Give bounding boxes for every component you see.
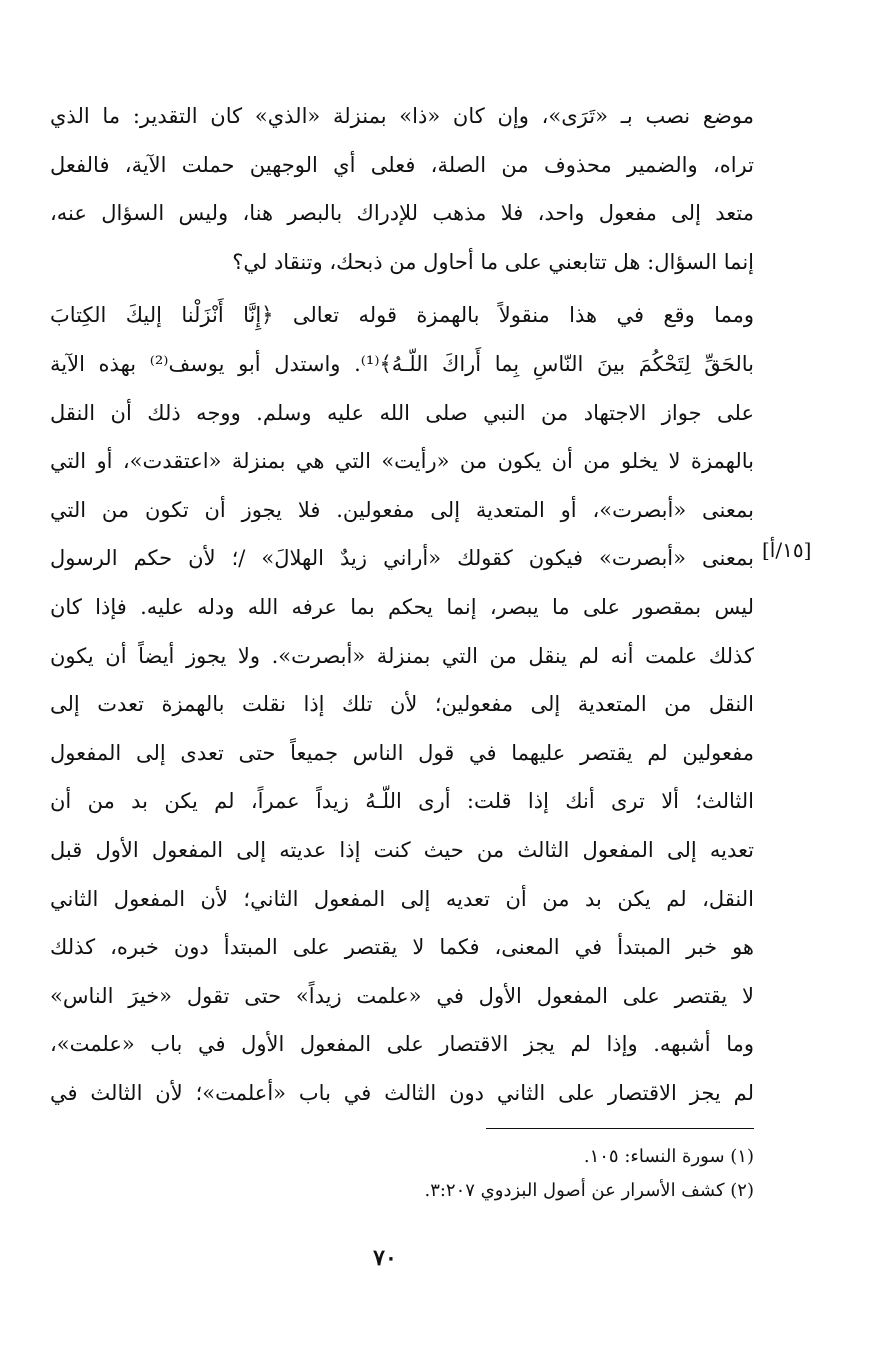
page-number: ٧٠	[373, 1245, 397, 1271]
text-line: بمعنى «أبصرت» فيكون كقولك «أراني زيدٌ الهلالَ» /؛ لأن حكم الرسول	[50, 546, 754, 571]
footnote: (١) سورة النساء: ١٠٥.	[583, 1146, 754, 1167]
text-line: بالحَقِّ لِتَحْكُمَ بينَ النّاسِ بِما أَراكَ اللّـهُ﴾⁽¹⁾. واستدل أبو يوسف⁽²⁾ بهذه الآية	[50, 351, 754, 376]
text-line: تعديه إلى المفعول الثالث من حيث كنت إذا عديته إلى المفعول الأول قبل	[50, 837, 754, 862]
text-line: ومما وقع في هذا منقولاً بالهمزة قوله تعالى ﴿إِنَّا أَنْزَلْنا إليكَ الكِتابَ	[50, 303, 754, 328]
text-line: هو خبر المبتدأ في المعنى، فكما لا يقتصر على المبتدأ دون خبره، كذلك	[50, 935, 754, 960]
main-text	[50, 92, 754, 1117]
text-line: مفعولين لم يقتصر عليهما في قول الناس جميعاً حتى تعدى إلى المفعول	[50, 740, 754, 765]
text-line: بمعنى «أبصرت»، أو المتعدية إلى مفعولين. فلا يجوز أن تكون من التي	[50, 497, 754, 522]
footnote-separator	[486, 1128, 754, 1129]
text-line: على جواز الاجتهاد من النبي صلى الله عليه وسلم. ووجه ذلك أن النقل	[50, 400, 754, 425]
text-line: بالهمزة لا يخلو من أن يكون من «رأيت» التي هي بمنزلة «اعتقدت»، أو التي	[50, 449, 754, 474]
text-line: موضع نصب بـ «تَرَى»، وإن كان «ذا» بمنزلة «الذي» كان التقدير: ما الذي	[50, 104, 754, 128]
text-line: ليس بمقصور على ما يبصر، إنما يحكم بما عرفه الله ودله عليه. فإذا كان	[50, 594, 754, 619]
text-line: النقل، لم يكن بد من أن تعديه إلى المفعول الثاني؛ لأن المفعول الثاني	[50, 886, 754, 911]
text-line: لا يقتصر على المفعول الأول في «علمت زيداً» حتى تقول «خيرَ الناس»	[50, 983, 754, 1008]
text-line: كذلك علمت أنه لم ينقل من التي بمنزلة «أبصرت». ولا يجوز أيضاً أن يكون	[50, 643, 754, 668]
footnote: (٢) كشف الأسرار عن أصول البزدوي ٣:٢٠٧.	[424, 1180, 754, 1201]
manuscript-folio-marker: [١٥/أ]	[762, 538, 812, 562]
text-line: وما أشبهه. وإذا لم يجز الاقتصار على المفعول الأول في باب «علمت»،	[50, 1032, 754, 1057]
text-line: متعد إلى مفعول واحد، فلا مذهب للإدراك بالبصر هنا، وليس السؤال عنه،	[50, 201, 754, 226]
text-line: لم يجز الاقتصار على الثاني دون الثالث في باب «أعلمت»؛ لأن الثالث في	[50, 1080, 754, 1105]
text-line: النقل من المتعدية إلى مفعولين؛ لأن تلك إذا نقلت بالهمزة تعدت إلى	[50, 692, 754, 717]
text-line: الثالث؛ ألا ترى أنك إذا قلت: أرى اللّـهُ زيداً عمراً، لم يكن بد من أن	[50, 789, 754, 814]
text-line: إنما السؤال: هل تتابعني على ما أحاول من ذبحك، وتنقاد لي؟	[232, 249, 754, 274]
text-line: تراه، والضمير محذوف من الصلة، فعلى أي الوجهين حملت الآية، فالفعل	[50, 152, 754, 177]
footnotes	[300, 1140, 754, 1208]
